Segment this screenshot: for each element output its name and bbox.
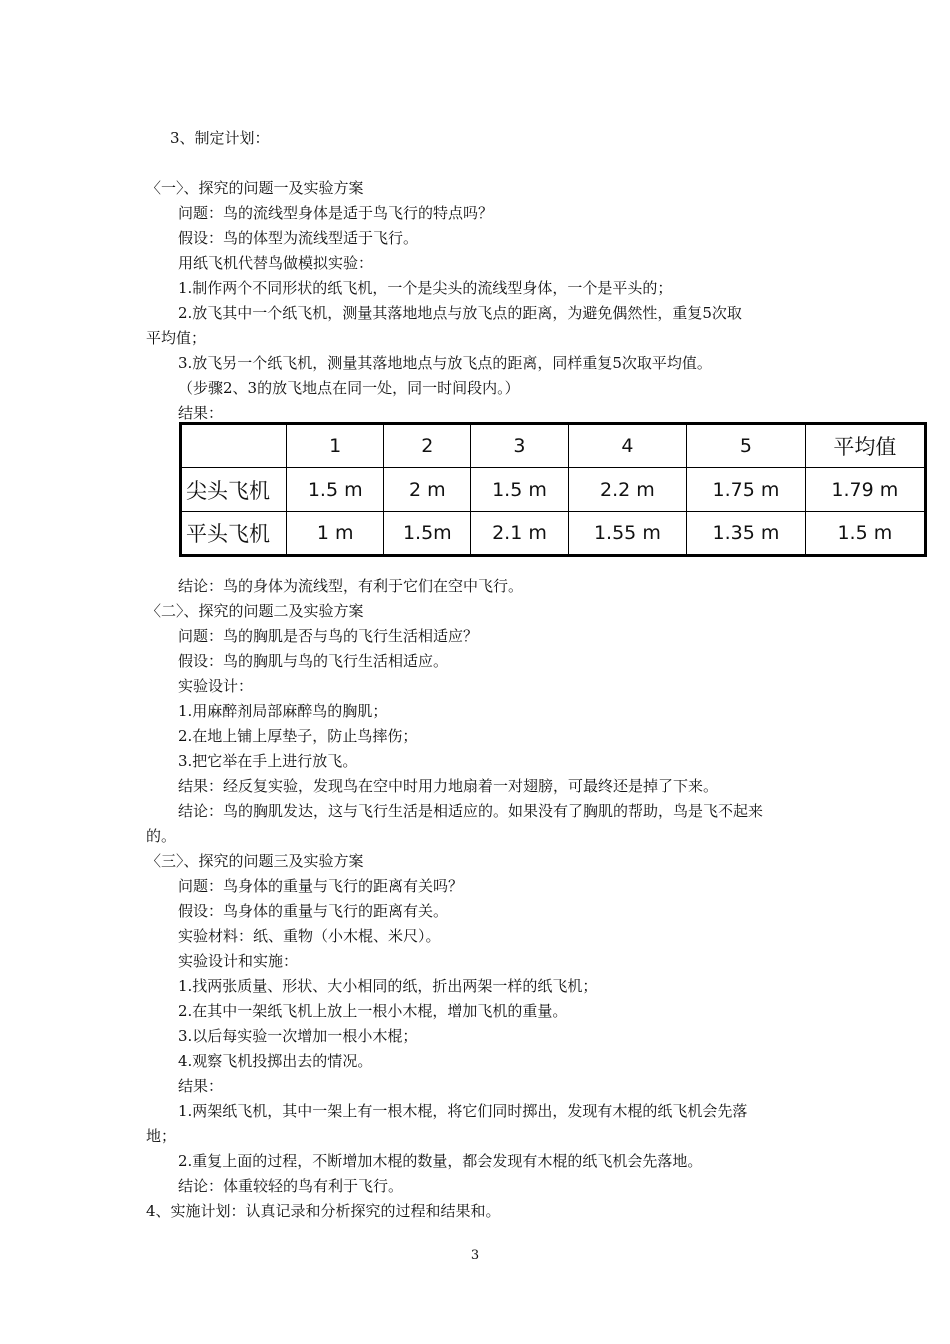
table-cell: 2.2 m — [568, 468, 687, 512]
part2-hypothesis: 假设：鸟的胸肌与鸟的飞行生活相适应。 — [178, 652, 449, 670]
part2-question: 问题：鸟的胸肌是否与鸟的飞行生活相适应？ — [178, 627, 479, 645]
part1-question: 问题：鸟的流线型身体是适于鸟飞行的特点吗？ — [178, 204, 494, 222]
part2-design: 实验设计： — [178, 677, 254, 695]
part1-step1: 1.制作两个不同形状的纸飞机，一个是尖头的流线型身体，一个是平头的； — [178, 279, 673, 297]
table-row-header: 平头飞机 — [181, 512, 287, 556]
part3-step3: 3.以后每实验一次增加一根小木棍； — [178, 1027, 418, 1045]
part3-result1-cont: 地； — [146, 1127, 177, 1145]
part3-question: 问题：鸟身体的重量与飞行的距离有关吗？ — [178, 877, 464, 895]
table-header-cell: 5 — [687, 424, 806, 468]
part2-step1: 1.用麻醉剂局部麻醉鸟的胸肌； — [178, 702, 388, 720]
table-cell: 1.5 m — [471, 468, 568, 512]
part1-step2: 2.放飞其中一个纸飞机，测量其落地地点与放飞点的距离，为避免偶然性，重复5次取 — [178, 304, 742, 322]
page-number: 3 — [470, 1248, 480, 1263]
part1-hypothesis: 假设：鸟的体型为流线型适于飞行。 — [178, 229, 419, 247]
table-cell: 1.55 m — [568, 512, 687, 556]
table-cell: 2 m — [384, 468, 471, 512]
table-cell: 1 m — [287, 512, 384, 556]
part2-conclusion-cont: 的。 — [146, 827, 177, 845]
part3-result1: 1.两架纸飞机，其中一架上有一根木棍，将它们同时掷出，发现有木棍的纸飞机会先落 — [178, 1102, 748, 1120]
part2-step3: 3.把它举在手上进行放飞。 — [178, 752, 358, 770]
table-cell: 1.79 m — [805, 468, 925, 512]
table-cell: 1.5 m — [287, 468, 384, 512]
part3-heading: 〈三〉、探究的问题三及实验方案 — [146, 852, 364, 870]
part1-conclusion: 结论：鸟的身体为流线型，有利于它们在空中飞行。 — [178, 577, 524, 595]
section4-text: 4、实施计划：认真记录和分析探究的过程和结果和。 — [146, 1202, 501, 1220]
table-header-row — [181, 424, 926, 468]
table-header-cell: 2 — [384, 424, 471, 468]
part3-design: 实验设计和实施： — [178, 952, 299, 970]
section3-title: 3、制定计划： — [170, 129, 270, 147]
table-cell: 2.1 m — [471, 512, 568, 556]
table-cell: 1.75 m — [687, 468, 806, 512]
table-cell: 1.35 m — [687, 512, 806, 556]
part2-heading: 〈二〉、探究的问题二及实验方案 — [146, 602, 364, 620]
part1-step2-cont: 平均值； — [146, 329, 207, 347]
results-table — [179, 422, 927, 557]
table-header-cell: 平均值 — [805, 424, 925, 468]
part1-step3: 3.放飞另一个纸飞机，测量其落地地点与放飞点的距离，同样重复5次取平均值。 — [178, 354, 712, 372]
table-cell: 1.5 m — [805, 512, 925, 556]
part3-result-label: 结果： — [178, 1077, 224, 1095]
table-header-cell — [181, 424, 287, 468]
table-header-cell: 4 — [568, 424, 687, 468]
part1-note: （步骤2、3的放飞地点在同一处，同一时间段内。） — [178, 379, 520, 397]
part3-conclusion: 结论：体重较轻的鸟有利于飞行。 — [178, 1177, 404, 1195]
part2-conclusion: 结论：鸟的胸肌发达，这与飞行生活是相适应的。如果没有了胸肌的帮助，鸟是飞不起来 — [178, 802, 764, 820]
part2-step2: 2.在地上铺上厚垫子，防止鸟摔伤； — [178, 727, 418, 745]
part1-heading: 〈一〉、探究的问题一及实验方案 — [146, 179, 364, 197]
part3-materials: 实验材料：纸、重物（小木棍、米尺）。 — [178, 927, 441, 945]
part3-step1: 1.找两张质量、形状、大小相同的纸，折出两架一样的纸飞机； — [178, 977, 598, 995]
part3-step4: 4.观察飞机投掷出去的情况。 — [178, 1052, 373, 1070]
part3-result2: 2.重复上面的过程，不断增加木棍的数量，都会发现有木棍的纸飞机会先落地。 — [178, 1152, 703, 1170]
part2-result: 结果：经反复实验，发现鸟在空中时用力地扇着一对翅膀，可最终还是掉了下来。 — [178, 777, 719, 795]
table-row — [181, 468, 926, 512]
part1-result-label: 结果： — [178, 404, 224, 422]
part3-step2: 2.在其中一架纸飞机上放上一根小木棍，增加飞机的重量。 — [178, 1002, 568, 1020]
table-row-header: 尖头飞机 — [181, 468, 287, 512]
table-cell: 1.5m — [384, 512, 471, 556]
table-header-cell: 3 — [471, 424, 568, 468]
table-header-cell: 1 — [287, 424, 384, 468]
part1-method: 用纸飞机代替鸟做模拟实验： — [178, 254, 374, 272]
part3-hypothesis: 假设：鸟身体的重量与飞行的距离有关。 — [178, 902, 449, 920]
table-row — [181, 512, 926, 556]
